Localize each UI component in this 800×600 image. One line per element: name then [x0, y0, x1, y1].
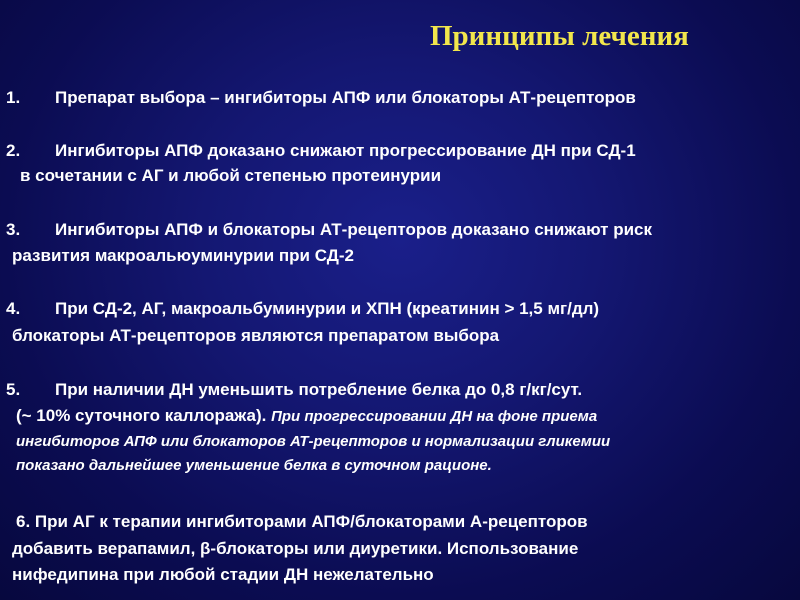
item-4-line-1: При СД-2, АГ, макроальбуминурии и ХПН (креатинин > 1,5 мг/дл): [55, 299, 600, 318]
item-1-line-1: Препарат выбора – ингибиторы АПФ или блокаторы АТ-рецепторов: [55, 88, 636, 107]
item-1-number: 1.: [6, 88, 21, 107]
slide-title: Принципы лечения: [430, 20, 689, 52]
item-5-line-2: [16, 406, 597, 427]
item-3-number: 3.: [6, 220, 21, 239]
item-4-number: 4.: [6, 299, 21, 318]
item-5-number: 5.: [6, 380, 21, 399]
item-5-italic-1: При прогрессировании ДН на фоне приема: [271, 408, 598, 425]
item-6-line-2: добавить верапамил, β-блокаторы или диуретики. Использование: [12, 539, 579, 558]
item-2-line-1: Ингибиторы АПФ доказано снижают прогрессирование ДН при СД-1: [55, 141, 636, 160]
item-4-line-2: блокаторы АТ-рецепторов являются препаратом выбора: [12, 326, 500, 345]
item-3-line-1: Ингибиторы АПФ и блокаторы АТ-рецепторов доказано снижают риск: [55, 220, 653, 239]
item-2-line-2: в сочетании с АГ и любой степенью протеинурии: [20, 166, 442, 185]
item-5-line-2-regular: (~ 10% суточного каллоража).: [16, 406, 272, 425]
item-3-line-2: развития макроальюуминурии при СД-2: [12, 246, 354, 265]
item-6-line-3: нифедипина при любой стадии ДН нежелательно: [12, 565, 434, 584]
item-5-italic-3: показано дальнейшее уменьшение белка в суточном рационе.: [16, 457, 492, 474]
item-2-number: 2.: [6, 141, 21, 160]
item-6-line-1: 6. При АГ к терапии ингибиторами АПФ/блокаторами А-рецепторов: [16, 512, 588, 531]
item-5-italic-2: ингибиторов АПФ или блокаторов АТ-рецепторов и нормализации гликемии: [16, 433, 611, 450]
item-5-line-1: При наличии ДН уменьшить потребление белка до 0,8 г/кг/сут.: [55, 380, 583, 399]
